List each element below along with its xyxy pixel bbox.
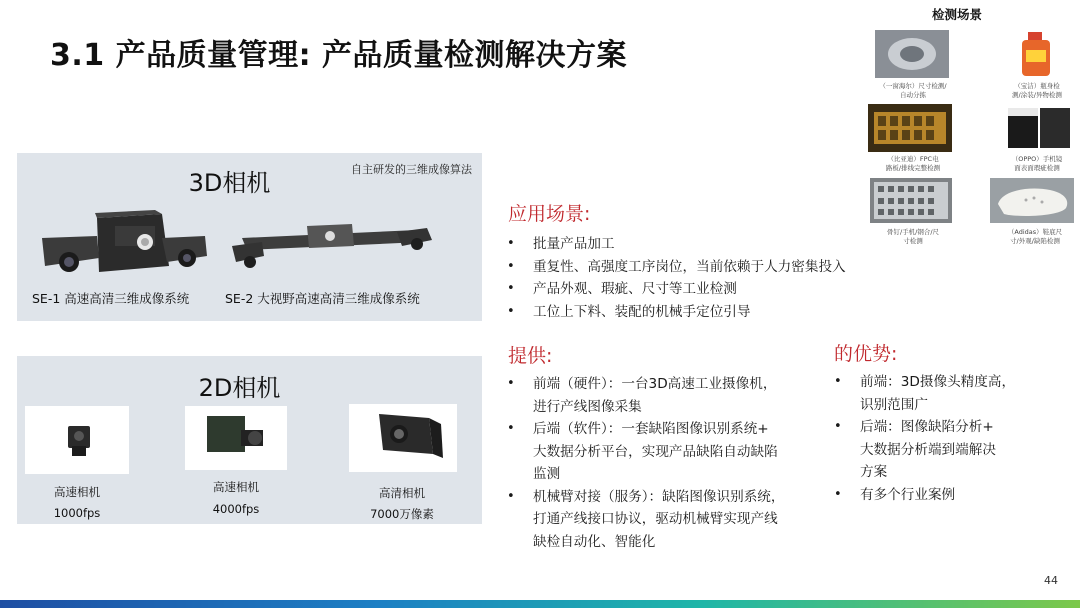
bottom-gradient-bar [0, 600, 1080, 608]
scenario-caption: 骨钉/手机/钢合/尺 寸检测 [886, 228, 940, 245]
application-list [507, 233, 846, 323]
scenario-shoe-sole-image [990, 178, 1074, 223]
bullet-icon: • [834, 419, 842, 434]
camera-2d-4000fps-spec: 4000fps [212, 502, 260, 516]
bullet-icon: • [507, 236, 515, 251]
camera-2d-panel [17, 356, 482, 524]
provide-list [507, 373, 837, 553]
bullet-icon: • [507, 303, 515, 319]
list-item: • 机械臂对接（服务）：缺陷图像识别系统， 打通产线接口协议，驱动机械臂实现产线 缺检自动化、智能化 [507, 486, 837, 554]
list-item: • 后端（软件）：一套缺陷图像识别系统+ 大数据分析平台，实现产品缺陷自动缺陷 监测 [507, 418, 837, 486]
se1-caption: SE-1 高速高清三维成像系统 [32, 291, 190, 306]
scenario-caption: （Adidas）鞋底尺 寸/外观/缺陷检测 [1007, 228, 1063, 245]
camera-2d-1000fps-name: 高速相机 [54, 485, 100, 499]
camera-2d-4000fps-name: 高速相机 [213, 480, 259, 494]
advantages-list [834, 371, 1064, 506]
bullet-icon: • [507, 421, 515, 436]
list-item: • 有多个行业案例 [834, 484, 1064, 507]
application-heading: 应用场景: [508, 203, 591, 225]
list-item: • 产品外观、瑕疵、尺寸等工业检测 [507, 278, 846, 301]
camera-2d-1000fps-spec: 1000fps [53, 506, 101, 520]
page-title: 3.1 产品质量管理: 产品质量检测解决方案 [50, 38, 628, 73]
scenario-caption: （宝洁）瓶身检 测/涂装/异物检测 [1012, 82, 1062, 99]
camera-2d-4000fps-image [185, 406, 287, 470]
scenario-caption: （比亚迪）FPC电 路板/排线完整检测 [885, 155, 941, 172]
se2-camera-image [232, 218, 437, 278]
camera-3d-note: 自主研发的三维成像算法 [351, 163, 472, 176]
scenario-bottle-image [1000, 30, 1074, 78]
bullet-icon: • [507, 258, 515, 274]
se2-caption: SE-2 大视野高速高清三维成像系统 [225, 291, 420, 306]
list-item: • 后端：图像缺陷分析+ 大数据分析端到端解决 方案 [834, 416, 1064, 484]
scenario-metal-part-image [875, 30, 949, 78]
camera-2d-1000fps-image [25, 406, 129, 474]
camera-3d-panel [17, 153, 482, 321]
scenario-tray-image [870, 178, 952, 223]
bullet-icon: • [507, 376, 515, 391]
scenario-caption: （一窗海尔）尺寸检测/ 自动分拣 [879, 82, 947, 99]
list-item: • 重复性、高强度工序岗位，当前依赖于人力密集投入 [507, 256, 846, 279]
page-number: 44 [1044, 574, 1058, 587]
list-item: • 批量产品加工 [507, 233, 846, 256]
scenario-caption: （OPPO）手机镜 面表面瑕疵检测 [1011, 155, 1063, 172]
camera-2d-70mp-spec: 7000万像素 [370, 507, 434, 521]
scenarios-title: 检测场景 [932, 7, 983, 22]
camera-2d-70mp-name: 高清相机 [379, 486, 425, 500]
scenario-phone-lens-image [1002, 104, 1076, 152]
list-item: • 工位上下料、装配的机械手定位引导 [507, 301, 846, 324]
list-item: • 前端：3D摄像头精度高， 识别范围广 [834, 371, 1064, 416]
bullet-icon: • [507, 281, 515, 296]
camera-2d-heading: 2D相机 [198, 374, 281, 402]
bullet-icon: • [507, 488, 515, 504]
camera-2d-70mp-image [349, 404, 457, 472]
camera-3d-heading: 3D相机 [188, 169, 271, 197]
se1-camera-image [37, 208, 222, 288]
list-item: • 前端（硬件）：一台3D高速工业摄像机， 进行产线图像采集 [507, 373, 837, 418]
scenario-fpc-board-image [868, 104, 952, 152]
provide-heading: 提供: [508, 345, 553, 367]
advantages-heading: 的优势: [834, 343, 898, 365]
bullet-icon: • [834, 374, 842, 389]
bullet-icon: • [834, 486, 842, 502]
